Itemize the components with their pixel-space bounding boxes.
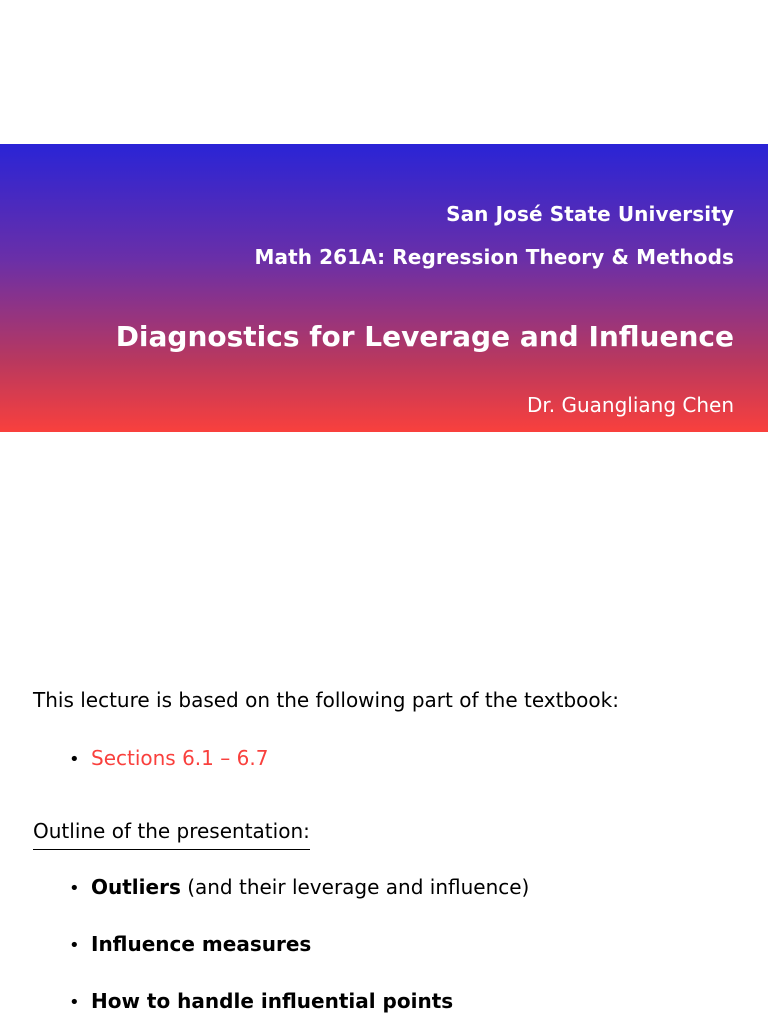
bullet-icon: •: [69, 878, 80, 899]
outline-item-outliers: [69, 875, 529, 899]
university-name: San José State University: [446, 202, 734, 226]
outline-item-rest: (and their leverage and influence): [180, 875, 530, 899]
lecture-title: Diagnostics for Leverage and Influence: [115, 320, 734, 353]
outline-item-handle-influential: [69, 989, 453, 1013]
author-name: Dr. Guangliang Chen: [526, 393, 734, 417]
outline-item-bold: Influence measures: [91, 932, 312, 956]
bullet-icon: •: [69, 935, 80, 956]
title-banner: [0, 144, 768, 432]
sections-reference: Sections 6.1 – 6.7: [91, 746, 269, 770]
outline-item-influence-measures: [69, 932, 311, 956]
outline-item-bold: How to handle influential points: [91, 989, 454, 1013]
outline-item-bold: Outliers: [91, 875, 181, 899]
intro-text: This lecture is based on the following part of the textbook:: [33, 688, 619, 712]
bullet-icon: •: [69, 749, 80, 770]
course-title: Math 261A: Regression Theory & Methods: [254, 245, 734, 269]
outline-heading: Outline of the presentation:: [33, 819, 310, 850]
bullet-icon: •: [69, 992, 80, 1013]
sections-list-item: [69, 746, 268, 770]
